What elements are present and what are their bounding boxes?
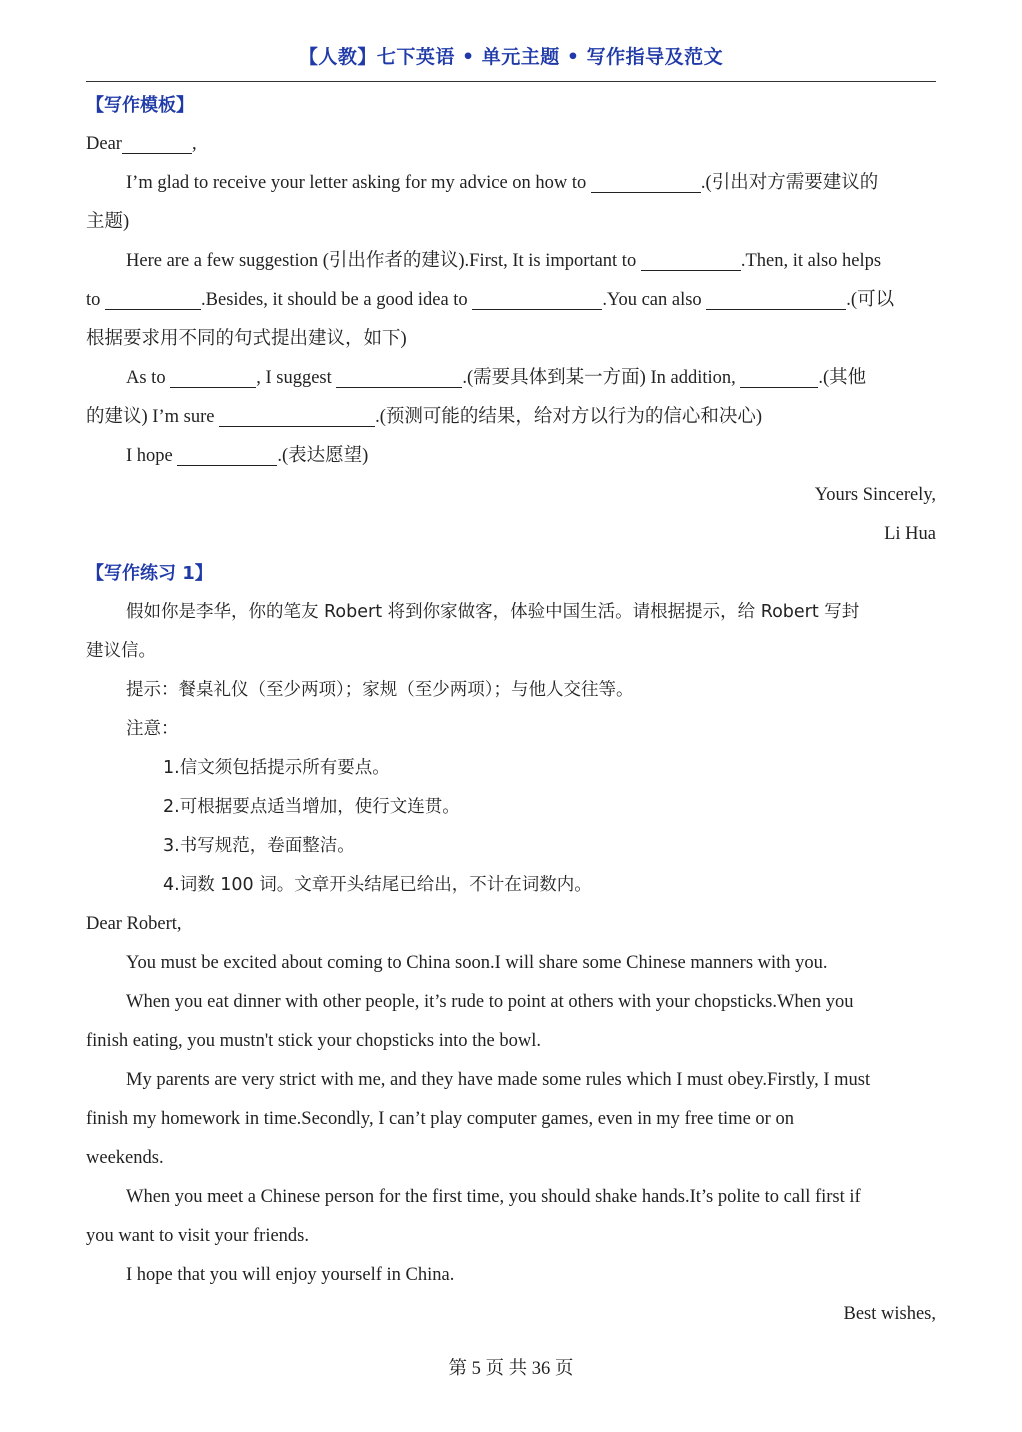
p3-text-c: .(需要具体到某一方面) In addition,	[462, 368, 736, 388]
page-header-title: 【人教】七下英语 • 单元主题 • 写作指导及范文	[298, 46, 724, 68]
blank-im-sure	[219, 404, 375, 427]
blank-then-advice	[105, 287, 201, 310]
blank-hope	[177, 443, 277, 466]
template-salutation	[86, 125, 936, 164]
practice-hint: 提示：餐桌礼仪（至少两项）；家规（至少两项）；与他人交往等。	[126, 680, 634, 700]
letter-salutation: Dear Robert,	[86, 914, 182, 934]
template-paragraph-4	[86, 437, 936, 476]
salutation-text: Dear	[86, 134, 122, 154]
template-paragraph-1	[86, 164, 936, 203]
letter-line: finish my homework in time.Secondly, I can’t play computer games, even in my free time or on	[86, 1109, 794, 1129]
template-heading: 【写作模板】	[86, 95, 194, 116]
header-divider	[86, 81, 936, 82]
p3-text-a: As to	[126, 368, 166, 388]
blank-recipient	[122, 131, 192, 154]
letter-line: You must be excited about coming to China soon.I will share some Chinese manners with you.	[126, 953, 828, 973]
blank-topic	[591, 170, 701, 193]
p1-text-c: 主题)	[86, 212, 130, 232]
practice-heading: 【写作练习 1】	[86, 563, 213, 584]
template-paragraph-2-cont2	[86, 320, 936, 359]
p2-text-e: .You can also	[602, 290, 702, 310]
p2-text-f: .(可以	[846, 290, 895, 310]
template-paragraph-3	[86, 359, 936, 398]
blank-suggest	[336, 365, 462, 388]
p3-text-d: .(其他	[818, 368, 867, 388]
p1-text-b: .(引出对方需要建议的	[700, 173, 879, 193]
template-paragraph-2-cont	[86, 281, 936, 320]
p3-text-e: 的建议) I’m sure	[86, 407, 215, 427]
p3-text-b: , I suggest	[256, 368, 332, 388]
practice-note-title: 注意：	[126, 719, 179, 739]
letter-closing: Best wishes,	[843, 1304, 936, 1324]
blank-also-advice	[706, 287, 846, 310]
p3-text-f: .(预测可能的结果，给对方以行为的信心和决心)	[375, 407, 763, 427]
p2-text-b: .Then, it also helps	[740, 251, 882, 271]
salutation-comma: ,	[191, 134, 197, 154]
p2-text-g: 根据要求用不同的句式提出建议，如下)	[86, 329, 407, 349]
practice-note-item: 3.书写规范，卷面整洁。	[163, 836, 355, 856]
practice-prompt-line-1: 假如你是李华，你的笔友 Robert 将到你家做客，体验中国生活。请根据提示，给 Robert 写封	[126, 602, 860, 622]
letter-line: finish eating, you mustn't stick your chopsticks into the bowl.	[86, 1031, 542, 1051]
blank-besides-advice	[472, 287, 602, 310]
letter-line: My parents are very strict with me, and they have made some rules which I must obey.Firstly, I must	[126, 1070, 871, 1090]
page-content	[86, 86, 936, 1334]
template-closing: Yours Sincerely,	[814, 485, 936, 505]
p2-text-a: Here are a few suggestion (引出作者的建议).First, It is important to	[126, 251, 637, 271]
blank-in-addition	[740, 365, 818, 388]
p4-text-b: .(表达愿望)	[277, 446, 369, 466]
p2-text-d: .Besides, it should be a good idea to	[201, 290, 468, 310]
blank-first-advice	[641, 248, 741, 271]
template-paragraph-3-cont	[86, 398, 936, 437]
practice-note-item: 4.词数 100 词。文章开头结尾已给出，不计在词数内。	[163, 875, 592, 895]
p4-text-a: I hope	[126, 446, 173, 466]
template-paragraph-2	[86, 242, 936, 281]
letter-line: I hope that you will enjoy yourself in China.	[126, 1265, 455, 1285]
letter-line: When you eat dinner with other people, it’s rude to point at others with your chopsticks.When you	[126, 992, 854, 1012]
blank-as-to	[170, 365, 256, 388]
p2-text-c: to	[86, 290, 101, 310]
letter-line: When you meet a Chinese person for the first time, you should shake hands.It’s polite to call first if	[126, 1187, 861, 1207]
letter-line: you want to visit your friends.	[86, 1226, 310, 1246]
practice-prompt-line-2: 建议信。	[86, 641, 156, 661]
practice-note-item: 2.可根据要点适当增加，使行文连贯。	[163, 797, 460, 817]
template-signature: Li Hua	[884, 524, 936, 544]
p1-text-a: I’m glad to receive your letter asking for my advice on how to	[126, 173, 587, 193]
template-paragraph-1-cont	[86, 203, 936, 242]
letter-line: weekends.	[86, 1148, 164, 1168]
practice-note-item: 1.信文须包括提示所有要点。	[163, 758, 390, 778]
page-number: 第 5 页 共 36 页	[448, 1359, 574, 1379]
